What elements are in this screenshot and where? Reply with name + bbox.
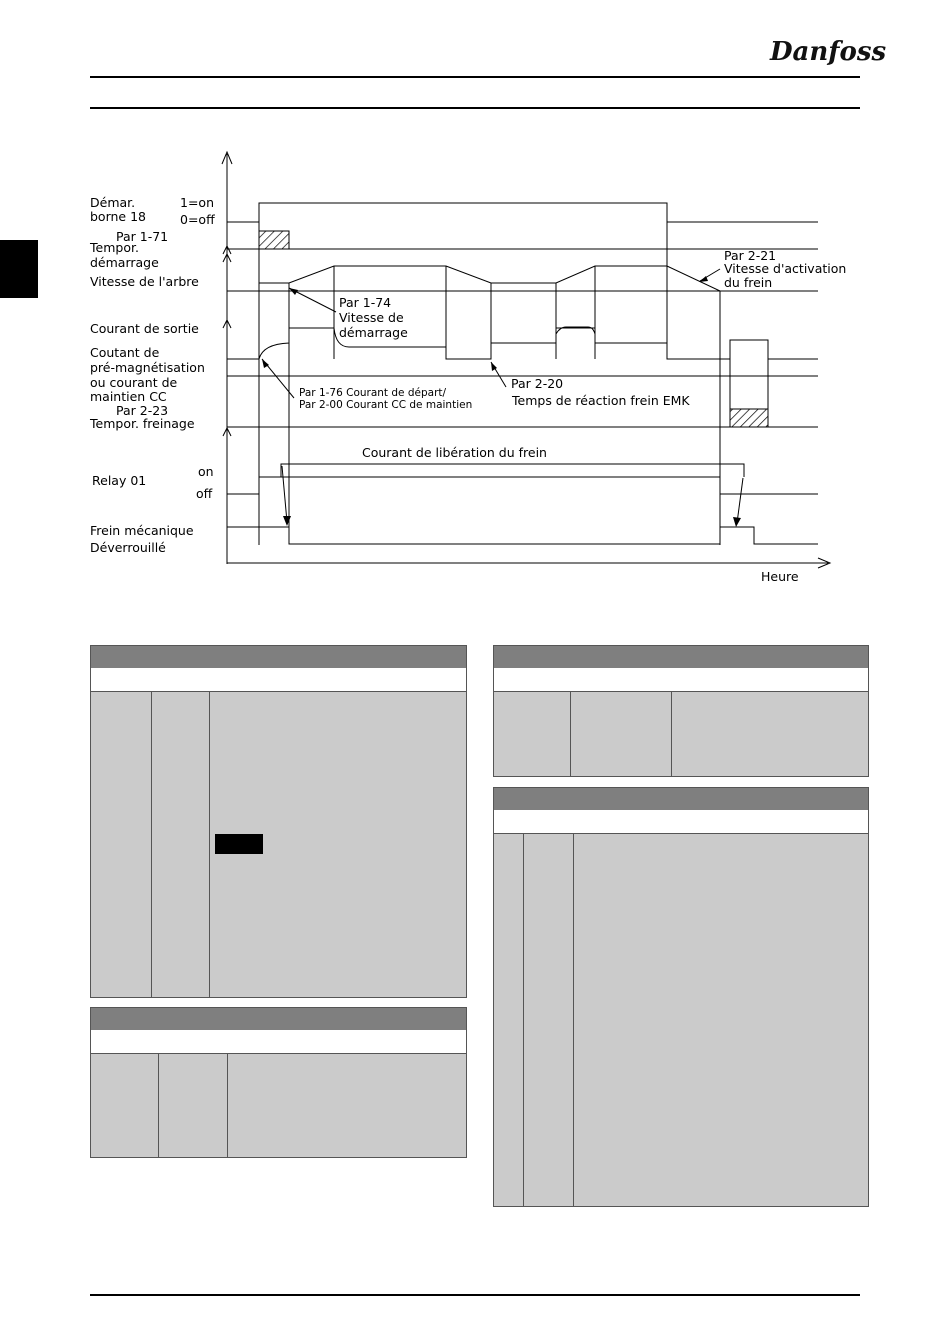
footer-rule (90, 1294, 860, 1296)
label-act-speed-1: Vitesse d'activation (724, 261, 847, 276)
label-shaft-speed: Vitesse de l'arbre (90, 274, 199, 289)
label-tempor: Tempor. (90, 240, 139, 255)
label-time-axis: Heure (761, 569, 799, 584)
label-reaction-time: Temps de réaction frein EMK (512, 393, 690, 408)
label-act-speed-2: du frein (724, 275, 773, 290)
label-demar: Démar. (90, 195, 136, 210)
parameter-table-3 (493, 645, 869, 777)
header-rule-bottom (90, 107, 860, 109)
table-body (494, 692, 868, 776)
label-premag-1: Coutant de (90, 345, 160, 360)
label-relay-on: on (198, 464, 214, 479)
danfoss-logo (768, 30, 887, 70)
table-body (91, 1054, 466, 1157)
label-par221: Par 2-21 (724, 248, 777, 263)
table-subheader (494, 810, 868, 834)
label-brake-1: Frein mécanique (90, 523, 194, 538)
label-brake-2: Déverrouillé (90, 540, 166, 555)
label-relay-off: off (196, 486, 213, 501)
parameter-table-1 (90, 645, 467, 998)
label-par171: Par 1-71 (116, 229, 169, 244)
brake-signal (227, 527, 818, 544)
table-body (91, 692, 466, 997)
table-header (91, 646, 466, 668)
option-highlight (215, 834, 263, 854)
table-header (494, 646, 868, 668)
table-body (494, 834, 868, 1206)
header-rule-top (90, 76, 860, 78)
label-demarrage: démarrage (90, 255, 159, 270)
table-subheader (91, 668, 466, 692)
table-header (494, 788, 868, 810)
label-premag-4: maintien CC (90, 389, 167, 404)
label-par174: Par 1-74 (339, 295, 392, 310)
label-par200: Par 2-00 Courant CC de maintien (299, 399, 473, 411)
parameter-table-2 (90, 1007, 467, 1158)
output-current-line (227, 328, 818, 359)
start-delay-block (259, 231, 289, 249)
table-header (91, 1008, 466, 1030)
parameter-table-4 (493, 787, 869, 1207)
start-signal (227, 203, 818, 222)
brake-timing-diagram (0, 140, 950, 590)
label-start-speed-2: démarrage (339, 325, 408, 340)
label-brake-delay: Tempor. freinage (90, 416, 195, 431)
label-par220: Par 2-20 (511, 376, 564, 391)
logo-text: Danfoss (770, 37, 887, 67)
label-borne18: borne 18 (90, 209, 146, 224)
label-par176: Par 1-76 Courant de départ/ (299, 387, 447, 399)
relay-signal (227, 477, 818, 494)
label-premag-2: pré-magnétisation (90, 360, 205, 375)
label-start-speed-1: Vitesse de (339, 310, 404, 325)
label-premag-3: ou courant de (90, 375, 178, 390)
label-relay: Relay 01 (92, 473, 147, 488)
label-par223: Par 2-23 (116, 403, 169, 418)
table-subheader (494, 668, 868, 692)
label-on-state: 1=on (180, 195, 214, 210)
brake-delay-block (730, 409, 768, 427)
label-off-state: 0=off (180, 212, 215, 227)
label-release-current: Courant de libération du frein (362, 445, 547, 460)
table-subheader (91, 1030, 466, 1054)
label-output-current: Courant de sortie (90, 321, 199, 336)
